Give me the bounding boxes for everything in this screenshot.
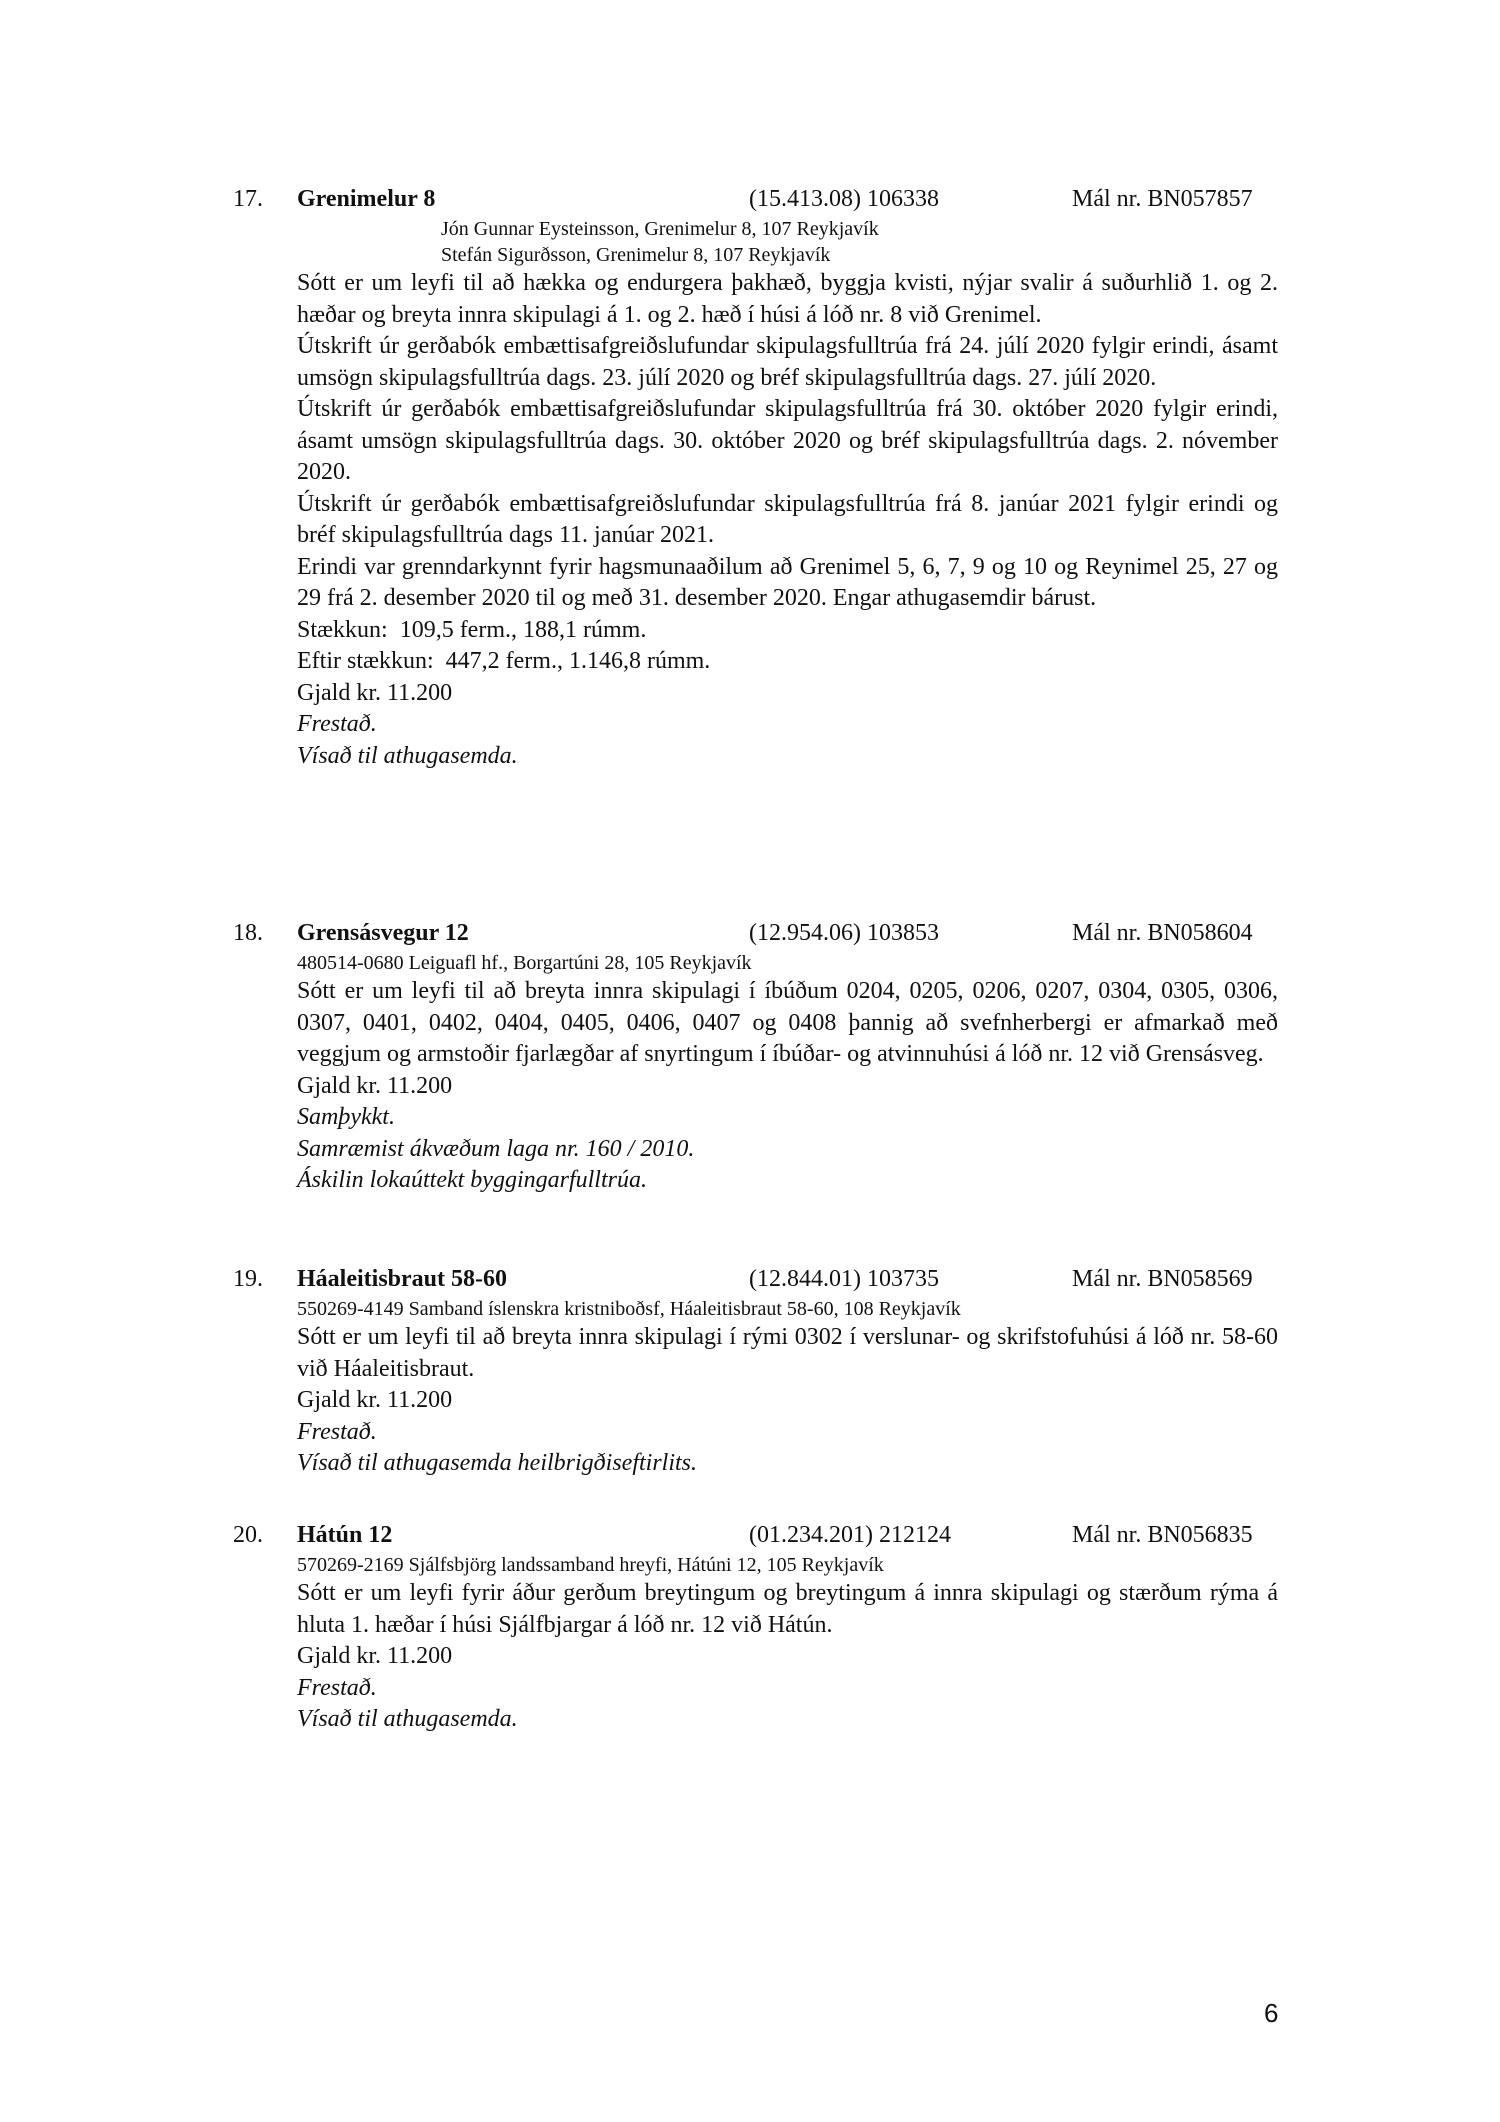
- entry-decision: Samræmist ákvæðum laga nr. 160 / 2010.: [297, 1135, 695, 1162]
- entry-fee: Gjald kr. 11.200: [297, 679, 453, 706]
- entry-fee: Gjald kr. 11.200: [297, 1072, 453, 1099]
- entry-address: Hátún 12: [297, 1522, 393, 1548]
- entry-case-number: Mál nr. BN056835: [1072, 1522, 1253, 1548]
- entry-header: [233, 182, 1278, 216]
- entry-decision: Áskilin lokaúttekt byggingarfulltrúa.: [297, 1167, 647, 1193]
- applicant: Jón Gunnar Eysteinsson, Grenimelur 8, 107 Reykjavík: [441, 218, 879, 240]
- entry-number: 19.: [233, 1266, 263, 1292]
- applicant: Stefán Sigurðsson, Grenimelur 8, 107 Reykjavík: [441, 244, 831, 266]
- entry-paragraph: Sótt er um leyfi til að hækka og endurgera þakhæð, byggja kvisti, nýjar svalir á suðurhlið 1. og 2. hæðar og breyta innra skipulagi á 1. og 2. hæð í húsi á lóð nr. 8 við Grenimel.: [297, 270, 1278, 328]
- page-number: 6: [1264, 1998, 1279, 2028]
- entry-address: Grenimelur 8: [297, 186, 436, 212]
- case-entry-17: [233, 182, 1278, 772]
- case-entry-18: [233, 916, 1278, 1197]
- entry-decision: Vísað til athugasemda heilbrigðiseftirlits.: [297, 1450, 698, 1476]
- entry-applicant: 480514-0680 Leiguafl hf., Borgartúni 28, 105 Reykjavík: [297, 952, 752, 974]
- entry-reference: (12.954.06) 103853: [749, 920, 939, 946]
- entry-line: Eftir stækkun: 447,2 ferm., 1.146,8 rúmm.: [297, 648, 711, 674]
- entry-header: [233, 1518, 1278, 1552]
- entry-decision: Samþykkt.: [297, 1104, 395, 1130]
- entry-reference: (01.234.201) 212124: [749, 1522, 951, 1548]
- entry-reference: (12.844.01) 103735: [749, 1266, 939, 1292]
- entry-case-number: Mál nr. BN058569: [1072, 1266, 1253, 1292]
- entry-decision: Vísað til athugasemda.: [297, 1706, 518, 1732]
- entry-case-number: Mál nr. BN058604: [1072, 920, 1253, 946]
- entry-body: [297, 1322, 1278, 1480]
- entry-line: Stækkun: 109,5 ferm., 188,1 rúmm.: [297, 616, 647, 643]
- entry-reference: (15.413.08) 106338: [749, 186, 939, 212]
- entry-fee: Gjald kr. 11.200: [297, 1387, 453, 1413]
- entry-paragraph: Útskrift úr gerðabók embættisafgreiðslufundar skipulagsfulltrúa frá 24. júlí 2020 fylgir erindi, ásamt umsögn skipulagsfulltrúa dags. 23. júlí 2020 og bréf skipulagsfulltrúa dags. 27. júlí 2020.: [297, 333, 1278, 391]
- entry-header: [233, 916, 1278, 950]
- entry-paragraph: Erindi var grenndarkynnt fyrir hagsmunaaðilum að Grenimel 5, 6, 7, 9 og 10 og Reynimel 25, 27 og 29 frá 2. desember 2020 til og með 31. desember 2020. Engar athugasemdir bárust.: [297, 553, 1278, 611]
- entry-address: Grensásvegur 12: [297, 920, 469, 946]
- entry-body: [297, 976, 1278, 1197]
- entry-header: [233, 1262, 1278, 1296]
- entry-decision: Frestað.: [297, 711, 377, 737]
- entry-paragraph: Útskrift úr gerðabók embættisafgreiðslufundar skipulagsfulltrúa frá 8. janúar 2021 fylgir erindi og bréf skipulagsfulltrúa dags 11. janúar 2021.: [297, 490, 1278, 548]
- entry-decision: Frestað.: [297, 1418, 377, 1445]
- case-entry-19: [233, 1262, 1278, 1480]
- entry-address: Háaleitisbraut 58-60: [297, 1266, 507, 1292]
- entry-paragraph: Sótt er um leyfi fyrir áður gerðum breytingum og breytingum á innra skipulagi og stærðum rýma á hluta 1. hæðar í húsi Sjálfbjargar á lóð nr. 12 við Hátún.: [297, 1580, 1278, 1638]
- entry-decision: Frestað.: [297, 1674, 377, 1701]
- entry-paragraph: Útskrift úr gerðabók embættisafgreiðslufundar skipulagsfulltrúa frá 30. október 2020 fylgir erindi, ásamt umsögn skipulagsfulltrúa dags. 30. október 2020 og bréf skipulagsfulltrúa dags. 2. nóvember 2020.: [297, 396, 1278, 485]
- entry-case-number: Mál nr. BN057857: [1072, 186, 1253, 212]
- entry-number: 17.: [233, 186, 263, 212]
- entry-fee: Gjald kr. 11.200: [297, 1643, 453, 1669]
- entry-paragraph: Sótt er um leyfi til að breyta innra skipulagi í íbúðum 0204, 0205, 0206, 0207, 0304, 0305, 0306, 0307, 0401, 0402, 0404, 0405, 0406, 0407 og 0408 þannig að svefnherbergi er afmarkað með veggjum og armstoðir fjarlægðar af snyrtingum í íbúðar- og atvinnuhúsi á lóð nr. 12 við Grensásveg.: [297, 978, 1278, 1067]
- case-entry-20: [233, 1518, 1278, 1736]
- entry-paragraph: Sótt er um leyfi til að breyta innra skipulagi í rými 0302 í verslunar- og skrifstofuhúsi á lóð nr. 58-60 við Háaleitisbraut.: [297, 1324, 1278, 1382]
- entry-number: 18.: [233, 920, 263, 946]
- entry-number: 20.: [233, 1522, 263, 1548]
- entry-body: [297, 268, 1278, 772]
- entry-decision: Vísað til athugasemda.: [297, 742, 518, 769]
- entry-body: [297, 1578, 1278, 1736]
- entry-applicant: 570269-2169 Sjálfsbjörg landssamband hreyfi, Hátúni 12, 105 Reykjavík: [297, 1554, 884, 1576]
- entry-applicants: [441, 216, 1278, 268]
- entry-applicant: 550269-4149 Samband íslenskra kristniboðsf, Háaleitisbraut 58-60, 108 Reykjavík: [297, 1298, 961, 1320]
